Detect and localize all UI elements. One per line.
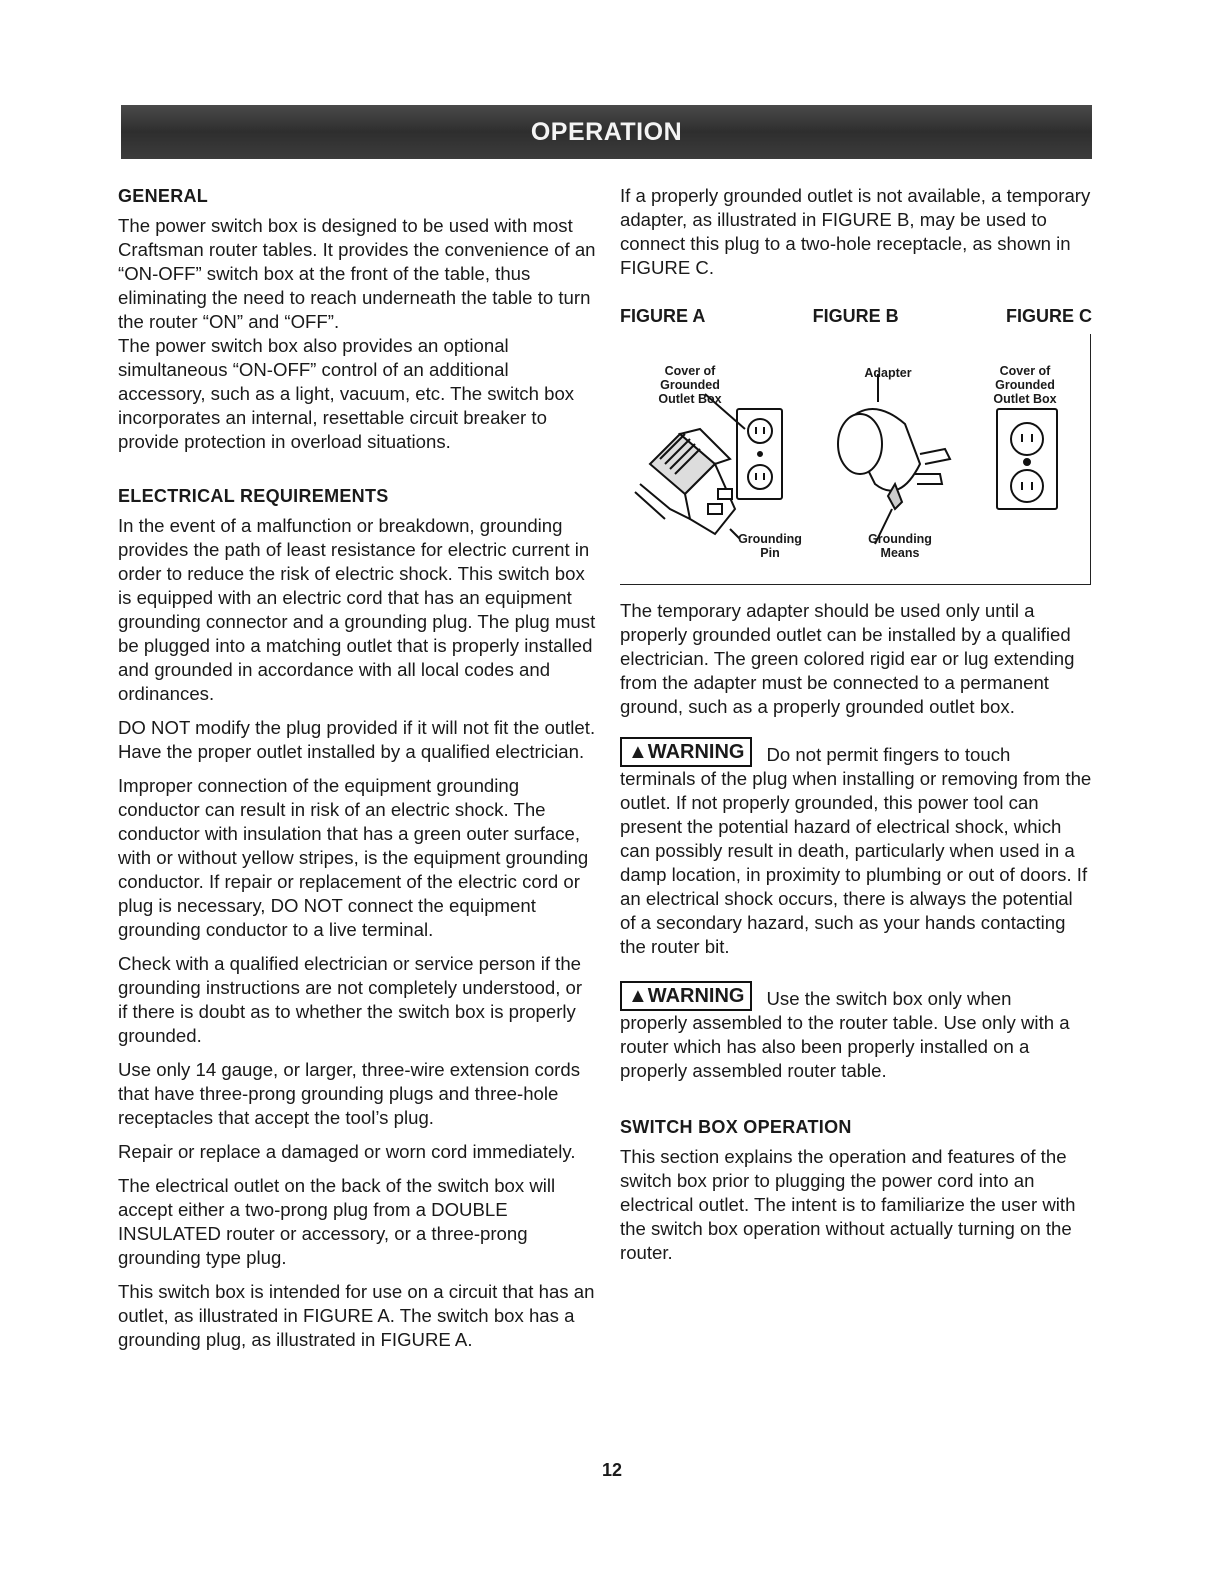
electrical-paragraph-3: Improper connection of the equipment grounding conductor can result in risk of an electric shock. The conductor with insulation that has a green outer surface, with or without yellow stripes, is the equipment grounding conductor. If repair or replacement of the electric cord or plug is necessary, DO NOT connect the equipment grounding conductor to a live terminal. bbox=[118, 775, 589, 940]
right-column bbox=[620, 184, 1092, 1275]
general-paragraph-2: The power switch box also provides an optional simultaneous “ON-OFF” control of an additional accessory, such as a light, vacuum, etc. The switch box incorporates an internal, resettable circuit breaker to provide protection in overload situations. bbox=[118, 335, 575, 452]
figure-illustration bbox=[620, 334, 1091, 585]
label-cover-c: Cover of Grounded Outlet Box bbox=[993, 364, 1057, 406]
warning-triangle-icon: ▲ bbox=[628, 741, 648, 763]
left-column bbox=[118, 184, 596, 1362]
figure-b-title: FIGURE B bbox=[812, 306, 899, 326]
label-grounding-means: Grounding Means bbox=[868, 532, 932, 560]
electrical-paragraph-5: Use only 14 gauge, or larger, three-wire extension cords that have three-prong grounding plugs and three-hole receptacles that accept the tool’s plug. bbox=[118, 1059, 580, 1128]
warning-triangle-icon: ▲ bbox=[628, 985, 648, 1007]
warning-2-text: properly assembled to the router table. Use only with a router which has also been properly installed on a properly assembled router table. bbox=[620, 1012, 1070, 1081]
page-number: 12 bbox=[601, 1460, 623, 1480]
electrical-paragraph-2: DO NOT modify the plug provided if it will not fit the outlet. Have the proper outlet installed by a qualified electrician. bbox=[118, 717, 596, 762]
figure-a-title: FIGURE A bbox=[620, 306, 706, 326]
label-adapter: Adapter bbox=[864, 366, 912, 380]
electrical-heading: ELECTRICAL REQUIREMENTS bbox=[118, 486, 389, 506]
electrical-paragraph-1: In the event of a malfunction or breakdown, grounding provides the path of least resistance for electric current in order to reduce the risk of electric shock. This switch box is equipped with an electric cord that has an equipment grounding connector and a grounding plug. The plug must be plugged into a matching outlet that is properly installed and grounded in accordance with all local codes and ordinances. bbox=[118, 515, 596, 704]
warning-badge-label: WARNING bbox=[647, 741, 745, 763]
grounded-plug-drawing bbox=[635, 429, 740, 539]
warning-1-lead: Do not permit fingers to touch bbox=[766, 744, 1011, 765]
electrical-paragraph-6: Repair or replace a damaged or worn cord immediately. bbox=[118, 1141, 576, 1162]
warning-2-lead: Use the switch box only when bbox=[766, 988, 1012, 1009]
figure-c-title: FIGURE C bbox=[1005, 306, 1092, 326]
electrical-paragraph-4: Check with a qualified electrician or service person if the grounding instructions are not completely understood, or if there is doubt as to whether the switch box is properly grounded. bbox=[118, 953, 583, 1046]
general-heading: GENERAL bbox=[118, 186, 209, 206]
electrical-paragraph-7: The electrical outlet on the back of the switch box will accept either a two-prong plug from a DOUBLE INSULATED router or accessory, or a three-prong grounding type plug. bbox=[118, 1175, 556, 1268]
warning-badge-1 bbox=[620, 737, 752, 767]
label-grounding-pin: Grounding Pin bbox=[738, 532, 802, 560]
warning-1-text: terminals of the plug when installing or removing from the outlet. If not properly grounded, this power tool can present the potential hazard of electrical shock, which can possibly result in death, particularly when used in a damp location, in proximity to plumbing or out of doors. If an electrical shock occurs, there is always the potential of a secondary hazard, such as your hands contacting the router bit. bbox=[620, 768, 1092, 957]
electrical-paragraph-8: This switch box is intended for use on a circuit that has an outlet, as illustrated in FIGURE A. The switch box has a grounding plug, as illustrated in FIGURE A. bbox=[118, 1281, 595, 1350]
warning-badge-2 bbox=[620, 981, 752, 1011]
page-title: OPERATION bbox=[530, 117, 683, 146]
label-cover-a: Cover of Grounded Outlet Box bbox=[658, 364, 722, 406]
adapter-drawing bbox=[838, 374, 950, 544]
section-banner bbox=[121, 105, 1092, 159]
temporary-adapter-paragraph: The temporary adapter should be used only until a properly grounded outlet can be installed by a qualified electrician. The green colored rigid ear or lug extending from the adapter must be connected to a permanent ground, such as a properly grounded outlet box. bbox=[620, 600, 1075, 717]
warning-badge-label: WARNING bbox=[647, 985, 745, 1007]
general-paragraph-1: The power switch box is designed to be used with most Craftsman router tables. It provides the convenience of an “ON-OFF” switch box at the front of the table, thus eliminating the need to reach underneath the table to turn the router “ON” and “OFF”. bbox=[118, 215, 596, 332]
figure-titles bbox=[620, 304, 1092, 328]
outlet-c-drawing bbox=[997, 409, 1057, 509]
switch-box-paragraph: This section explains the operation and features of the switch box prior to plugging the power cord into an electrical outlet. The intent is to familiarize the user with the switch box operation without actually turning on the router. bbox=[620, 1146, 1076, 1263]
adapter-paragraph: If a properly grounded outlet is not available, a temporary adapter, as illustrated in FIGURE B, may be used to connect this plug to a two-hole receptacle, as shown in FIGURE C. bbox=[620, 185, 1091, 278]
switch-box-heading: SWITCH BOX OPERATION bbox=[620, 1117, 852, 1137]
warning-1 bbox=[620, 737, 1092, 959]
warning-2 bbox=[620, 981, 1092, 1083]
